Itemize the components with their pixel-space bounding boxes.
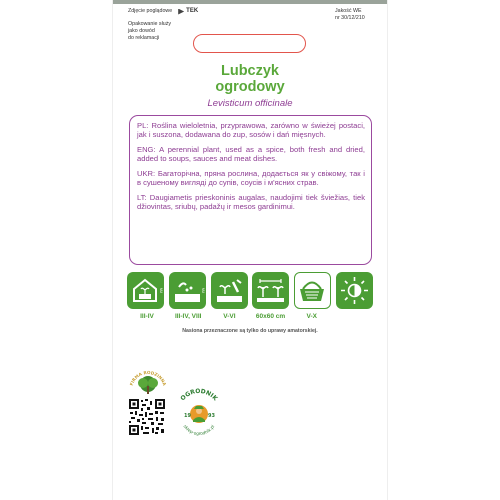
latin-name: Levisticum officinale: [207, 98, 293, 109]
cultivation-icons: [127, 272, 373, 312]
icon-tag: MU: [159, 288, 163, 293]
quality-line: Jakość WE: [335, 8, 362, 14]
ogrodnik-title-path: OGRODNIK: [179, 387, 219, 403]
description-lt: LT: Daugiametis prieskoninis augalas, naudojimi tiek šviežias, tiek džiovintas, sriubų, padažų ir mesos gardinimui.: [137, 193, 365, 211]
family-company-tree-logo: [126, 364, 170, 396]
product-photo-strip: [112, 0, 388, 4]
photo-note: Zdjęcie poglądowe: [128, 8, 173, 14]
tek-logo-icon: [178, 9, 184, 15]
description-en: ENG: A perennial plant, used as a spice, both fresh and dried, added to soups, sauces and meat dishes.: [137, 145, 365, 163]
amateur-use-note: Nasiona przeznaczone są tylko do uprawy amatorskiej.: [182, 328, 318, 334]
packaging-note-line: do reklamacji: [128, 35, 160, 41]
icon-label: V-VI: [223, 313, 236, 320]
description-ukr: UKR: Багаторічна, пряна рослина, додається як у свіжому, так і в сушеному вигляді до супів, соусів і м'ясних страв.: [137, 169, 365, 187]
planting-icon: [211, 272, 248, 309]
packaging-note-line: Opakowanie służy: [128, 21, 171, 27]
icon-tag: MU: [200, 288, 205, 293]
packaging-note-line: jako dowód: [128, 28, 155, 34]
ogrodnik-year-right: 93: [208, 413, 215, 419]
quality-note: [335, 8, 383, 22]
description-box: [129, 115, 372, 265]
greenhouse-sowing-icon: [127, 272, 164, 309]
tree-logo-textpath: FIRMA RODZINNA: [128, 369, 168, 387]
icon-label: 60x60 cm: [255, 313, 286, 320]
product-title: [150, 63, 350, 95]
icon-label: V-X: [306, 313, 317, 320]
product-name-line2: ogrodowy: [215, 79, 285, 95]
icon-label: III-IV: [140, 313, 154, 320]
packet-edge-right: [387, 0, 388, 500]
ogrodnik-url-path: sklep-ogrodnik.pl: [181, 424, 217, 438]
lot-number-box: [193, 34, 306, 53]
photo-note-row: [128, 8, 248, 15]
icon-label: [333, 313, 373, 320]
tek-logo: [178, 8, 198, 15]
description-pl: PL: Roślina wieloletnia, przyprawowa, zarówno w świeżej postaci, jak i suszona, dodawana do zup, sosów i dań mięsnych.: [137, 121, 365, 139]
product-name-line1: Lubczyk: [220, 63, 279, 79]
tek-logo-text: TEK: [186, 8, 199, 14]
packet-edge-left: [112, 0, 113, 500]
harvest-basket-icon: [294, 272, 331, 309]
quality-line: nr 30/12/210: [335, 15, 365, 21]
ogrodnik-year-left: 19: [184, 413, 191, 419]
cultivation-labels: [127, 313, 373, 320]
ogrodnik-logo: [170, 384, 228, 442]
sun-shade-icon: [336, 272, 373, 309]
icon-label: III-IV, VIII: [174, 313, 202, 320]
ground-sowing-icon: [169, 272, 206, 309]
spacing-icon: [252, 272, 289, 309]
qr-code[interactable]: [128, 398, 166, 436]
